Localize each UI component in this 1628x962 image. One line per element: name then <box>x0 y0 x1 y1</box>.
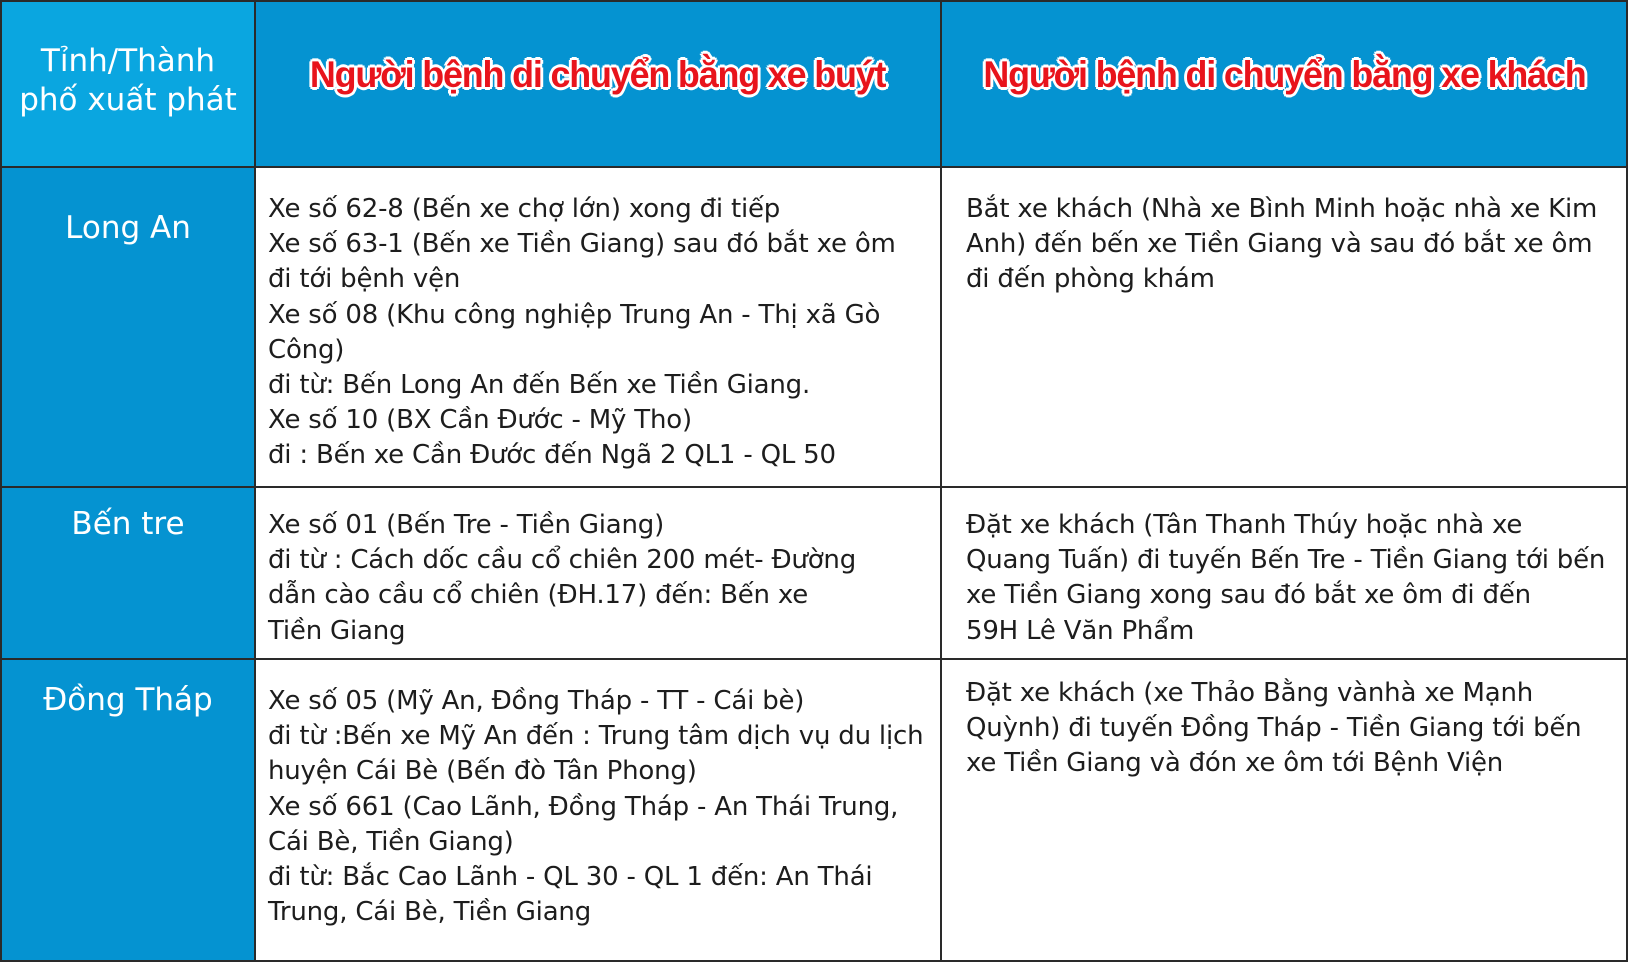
header-province-line2: phố xuất phát <box>19 82 237 118</box>
route-line: đi tới bệnh vện <box>268 264 461 295</box>
header-coach-title: Người bệnh di chuyển bằng xe khách <box>982 54 1586 95</box>
route-line: xe Tiền Giang xong sau đó bắt xe ôm đi đến <box>966 580 1531 611</box>
route-line: đi đến phòng khám <box>966 264 1215 295</box>
header-province-cell <box>2 2 256 168</box>
route-line: đi từ :Bến xe Mỹ An đến : Trung tâm dịch vụ du lịch <box>268 721 924 752</box>
province-name: Đồng Tháp <box>43 682 213 718</box>
route-line: đi từ: Bắc Cao Lãnh - QL 30 - QL 1 đến: An Thái <box>268 862 873 893</box>
route-line: Xe số 62-8 (Bến xe chợ lớn) xong đi tiếp <box>268 194 781 224</box>
header-coach-cell <box>942 2 1626 168</box>
route-line: Đặt xe khách (Tân Thanh Thúy hoặc nhà xe <box>966 510 1523 540</box>
route-line: Quỳnh) đi tuyến Đồng Tháp - Tiền Giang tới bến <box>966 713 1582 744</box>
bus-routes-ben-tre <box>256 488 942 660</box>
route-line: Bắt xe khách (Nhà xe Bình Minh hoặc nhà xe Kim <box>966 194 1598 224</box>
route-line: huyện Cái Bè (Bến đò Tân Phong) <box>268 756 697 787</box>
route-line: Xe số 10 (BX Cần Đước - Mỹ Tho) <box>268 405 692 436</box>
route-line: Cái Bè, Tiền Giang) <box>268 826 514 857</box>
bus-routes-long-an <box>256 168 942 488</box>
route-line: 59H Lê Văn Phẩm <box>966 615 1195 646</box>
bus-routes-dong-thap <box>256 660 942 960</box>
route-line: Xe số 01 (Bến Tre - Tiền Giang) <box>268 510 665 540</box>
province-cell-long-an <box>2 168 256 488</box>
route-line: dẫn cào cầu cổ chiên (ĐH.17) đến: Bến xe <box>268 580 809 611</box>
route-line: Xe số 661 (Cao Lãnh, Đồng Tháp - An Thái Trung, <box>268 791 899 822</box>
route-line: xe Tiền Giang và đón xe ôm tới Bệnh Viện <box>966 748 1504 779</box>
province-name: Bến tre <box>71 506 185 542</box>
route-line: Xe số 05 (Mỹ An, Đồng Tháp - TT - Cái bè) <box>268 686 805 716</box>
header-bus-title: Người bệnh di chuyển bằng xe buýt <box>310 54 886 95</box>
route-line: Anh) đến bến xe Tiền Giang và sau đó bắt xe ôm <box>966 229 1593 260</box>
route-line: Công) <box>268 334 345 365</box>
route-line: Đặt xe khách (xe Thảo Bằng vành​à xe Mạnh <box>966 678 1534 708</box>
province-cell-dong-thap <box>2 660 256 960</box>
route-line: Tiền Giang <box>268 615 406 646</box>
coach-routes-dong-thap <box>942 660 1626 960</box>
route-line: Quang Tuấn) đi tuyến Bến Tre - Tiền Giang tới bến <box>966 545 1606 576</box>
route-line: Xe số 08 (Khu công nghiệp Trung An - Thị xã Gò <box>268 299 881 330</box>
header-bus-cell <box>256 2 942 168</box>
coach-routes-long-an <box>942 168 1626 488</box>
header-province-line1: Tỉnh/Thành <box>40 43 216 79</box>
coach-routes-ben-tre <box>942 488 1626 660</box>
province-name: Long An <box>65 210 191 246</box>
route-line: Trung, Cái Bè, Tiền Giang <box>268 897 592 928</box>
route-line: đi : Bến xe Cần Đước đến Ngã 2 QL1 - QL 50 <box>268 440 836 471</box>
route-line: đi từ : Cách dốc cầu cổ chiên 200 mét- Đường <box>268 545 856 576</box>
header-province-label <box>19 42 237 120</box>
route-line: Xe số 63-1 (Bến xe Tiền Giang) sau đó bắt xe ôm <box>268 229 896 260</box>
route-line: đi từ: Bến Long An đến Bến xe Tiền Giang. <box>268 370 811 401</box>
province-cell-ben-tre <box>2 488 256 660</box>
